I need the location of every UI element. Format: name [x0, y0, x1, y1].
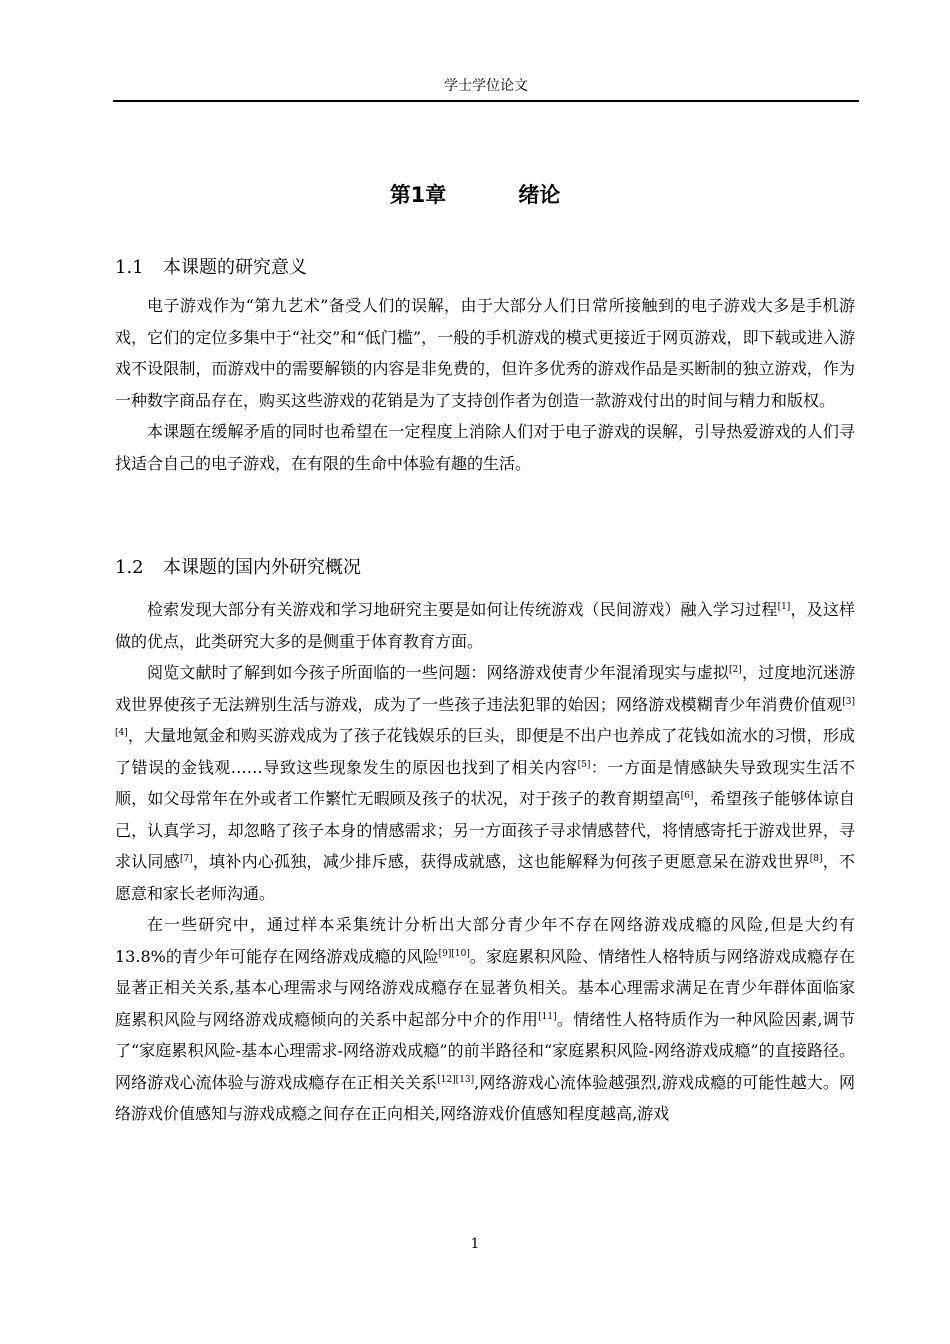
chapter-number: 第1章	[389, 183, 447, 207]
page-number: 1	[470, 1236, 480, 1252]
paragraph: 阅览文献时了解到如今孩子所面临的一些问题：网络游戏使青少年混淆现实与虚拟[2]，过度地沉迷游戏世界使孩子无法辨别生活与游戏，成为了一些孩子违法犯罪的始因；网络游戏模糊青少年消费价值观[3][4]，大量地氪金和购买游戏成为了孩子花钱娱乐的巨头，即便是不出户也养成了花钱如流水的习惯，形成了错误的金钱观……导致这些现象发生的原因也找到了相关内容[5]：一方面是情感缺失导致现实生活不顺，如父母常年在外或者工作繁忙无暇顾及孩子的状况，对于孩子的教育期望高[6]，希望孩子能够体谅自己，认真学习，却忽略了孩子本身的情感需求；另一方面孩子寻求情感替代，将情感寄托于游戏世界，寻求认同感[7]，填补内心孤独，减少排斥感，获得成就感，这也能解释为何孩子更愿意呆在游戏世界[8]，不愿意和家长老师沟通。	[115, 663, 855, 903]
citation: [1]	[777, 602, 791, 612]
chapter-heading	[0, 180, 950, 210]
citation: [2]	[729, 665, 742, 675]
citation: [11]	[538, 1011, 557, 1022]
section-heading-1-1	[115, 255, 307, 281]
paragraph: 在一些研究中，通过样本采集统计分析出大部分青少年不存在网络游戏成瘾的风险,但是大约有 13.8%的青少年可能存在网络游戏成瘾的风险[9][10]。家庭累积风险、情绪性人格特质与网络游戏成瘾存在显著正相关关系,基本心理需求与网络游戏成瘾存在显著负相关。基本心理需求满足在青少年群体面临家庭累积风险与网络游戏成瘾倾向的关系中起部分中介的作用[11]。情绪性人格特质作为一种风险因素,调节了“家庭累积风险-基本心理需求-网络游戏成瘾”的前半路径和“家庭累积风险-网络游戏成瘾”的直接路径。网络游戏心流体验与游戏成瘾存在正相关关系[12][13],网络游戏心流体验越强烈,游戏成瘾的可能性越大。网络游戏价值感知与游戏成瘾之间存在正向相关,网络游戏价值感知程度越高,游戏	[115, 915, 855, 1123]
section-number: 1.1	[115, 257, 144, 278]
section-1-2-body	[115, 594, 855, 1130]
section-number: 1.2	[115, 557, 144, 578]
citation: [5]	[577, 759, 591, 770]
citation: [9][10]	[438, 948, 470, 959]
running-header: 学士学位论文	[444, 78, 528, 94]
paragraph: 检索发现大部分有关游戏和学习地研究主要是如何让传统游戏（民间游戏）融入学习过程[1]，及这样做的优点，此类研究大多的是侧重于体育教育方面。	[115, 600, 855, 651]
section-heading-1-2	[115, 555, 361, 581]
section-title: 本课题的国内外研究概况	[163, 557, 361, 578]
chapter-title: 绪论	[518, 183, 561, 207]
citation: [12][13]	[437, 1074, 475, 1085]
citation: [3][4]	[115, 696, 855, 738]
section-1-1-body	[115, 290, 855, 479]
paragraph: 电子游戏作为“第九艺术”备受人们的误解，由于大部分人们日常所接触到的电子游戏大多是手机游戏，它们的定位多集中于“社交”和“低门槛”，一般的手机游戏的模式更接近于网页游戏，即下载或进入游戏不设限制，而游戏中的需要解锁的内容是非免费的，但许多优秀的游戏作品是买断制的独立游戏，作为一种数字商品存在，购买这些游戏的花销是为了支持创作者为创造一款游戏付出的时间与精力和版权。	[115, 296, 855, 410]
citation: [6]	[680, 791, 694, 801]
header-rule	[113, 100, 859, 102]
section-title: 本课题的研究意义	[163, 257, 307, 278]
paragraph: 本课题在缓解矛盾的同时也希望在一定程度上消除人们对于电子游戏的误解，引导热爱游戏的人们寻找适合自己的电子游戏，在有限的生命中体验有趣的生活。	[115, 422, 855, 473]
citation: [7]	[179, 854, 193, 864]
citation: [8]	[809, 854, 823, 864]
